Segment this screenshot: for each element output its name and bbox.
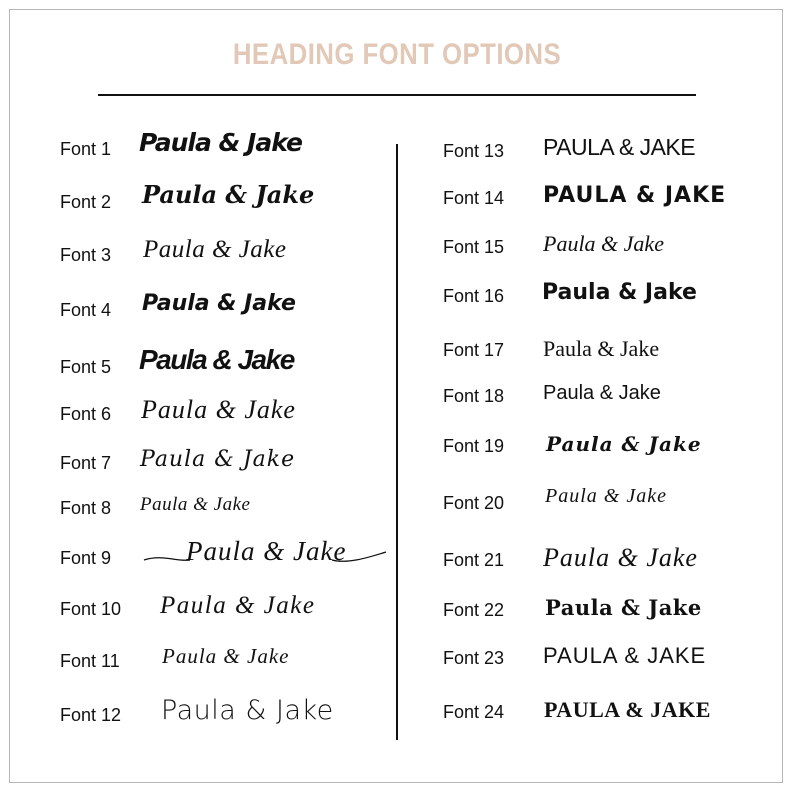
font-24-sample: PAULA & JAKE	[544, 697, 711, 722]
font-14-sample: PAULA & JAKE	[543, 183, 727, 208]
font-22-label: Font 22	[443, 600, 505, 620]
font-10-sample: Paula & Jake	[160, 592, 316, 619]
font-7-sample: Paula & Jake	[140, 447, 296, 472]
font-8-sample: Paula & Jake	[140, 494, 251, 515]
font-20-label: Font 20	[443, 493, 505, 513]
title-divider	[98, 94, 696, 96]
font-12-sample: Paula & Jake	[161, 695, 334, 726]
font-19-sample: Paula & Jake	[546, 432, 702, 456]
font-16-label: Font 16	[443, 286, 505, 306]
font-21-label: Font 21	[443, 550, 505, 570]
font-6-sample: Paula & Jake	[141, 395, 296, 424]
font-23-label: Font 23	[443, 648, 505, 668]
font-3-sample: Paula & Jake	[143, 236, 287, 263]
font-20-sample: Paula & Jake	[545, 485, 667, 507]
page-title: HEADING FONT OPTIONS	[232, 38, 562, 71]
font-7-label: Font 7	[60, 453, 112, 473]
font-2-label: Font 2	[60, 192, 112, 212]
font-14-label: Font 14	[443, 188, 505, 208]
font-5-label: Font 5	[60, 357, 112, 377]
font-19-label: Font 19	[443, 436, 505, 456]
font-22-sample: Paula & Jake	[545, 595, 702, 620]
font-17-label: Font 17	[443, 340, 505, 360]
column-divider	[396, 144, 398, 740]
font-18-sample: Paula & Jake	[543, 382, 661, 404]
font-2-sample: Paula & Jake	[142, 180, 315, 209]
font-4-sample: Paula & Jake	[142, 291, 296, 316]
font-10-label: Font 10	[60, 599, 122, 619]
font-4-label: Font 4	[60, 300, 112, 320]
font-23-sample: PAULA & JAKE	[543, 643, 707, 668]
font-13-sample: PAULA & JAKE	[543, 134, 696, 160]
font-15-sample: Paula & Jake	[543, 231, 664, 256]
font-1-label: Font 1	[60, 139, 112, 159]
font-15-label: Font 15	[443, 237, 505, 257]
font-16-sample: Paula & Jake	[542, 280, 697, 305]
font-3-label: Font 3	[60, 245, 112, 265]
font-6-label: Font 6	[60, 404, 112, 424]
font-18-label: Font 18	[443, 386, 505, 406]
font-1-sample: Paula & Jake	[139, 128, 302, 157]
font-5-sample: Paula & Jake	[139, 344, 294, 375]
font-13-label: Font 13	[443, 141, 505, 161]
font-11-sample: Paula & Jake	[162, 644, 290, 668]
font-21-sample: Paula & Jake	[543, 543, 698, 572]
font-9-sample: Paula & Jake	[186, 536, 347, 566]
font-24-label: Font 24	[443, 702, 505, 722]
font-12-label: Font 12	[60, 705, 122, 725]
font-8-label: Font 8	[60, 498, 112, 518]
font-9-label: Font 9	[60, 548, 112, 568]
font-11-label: Font 11	[60, 651, 120, 671]
font-17-sample: Paula & Jake	[543, 336, 660, 361]
